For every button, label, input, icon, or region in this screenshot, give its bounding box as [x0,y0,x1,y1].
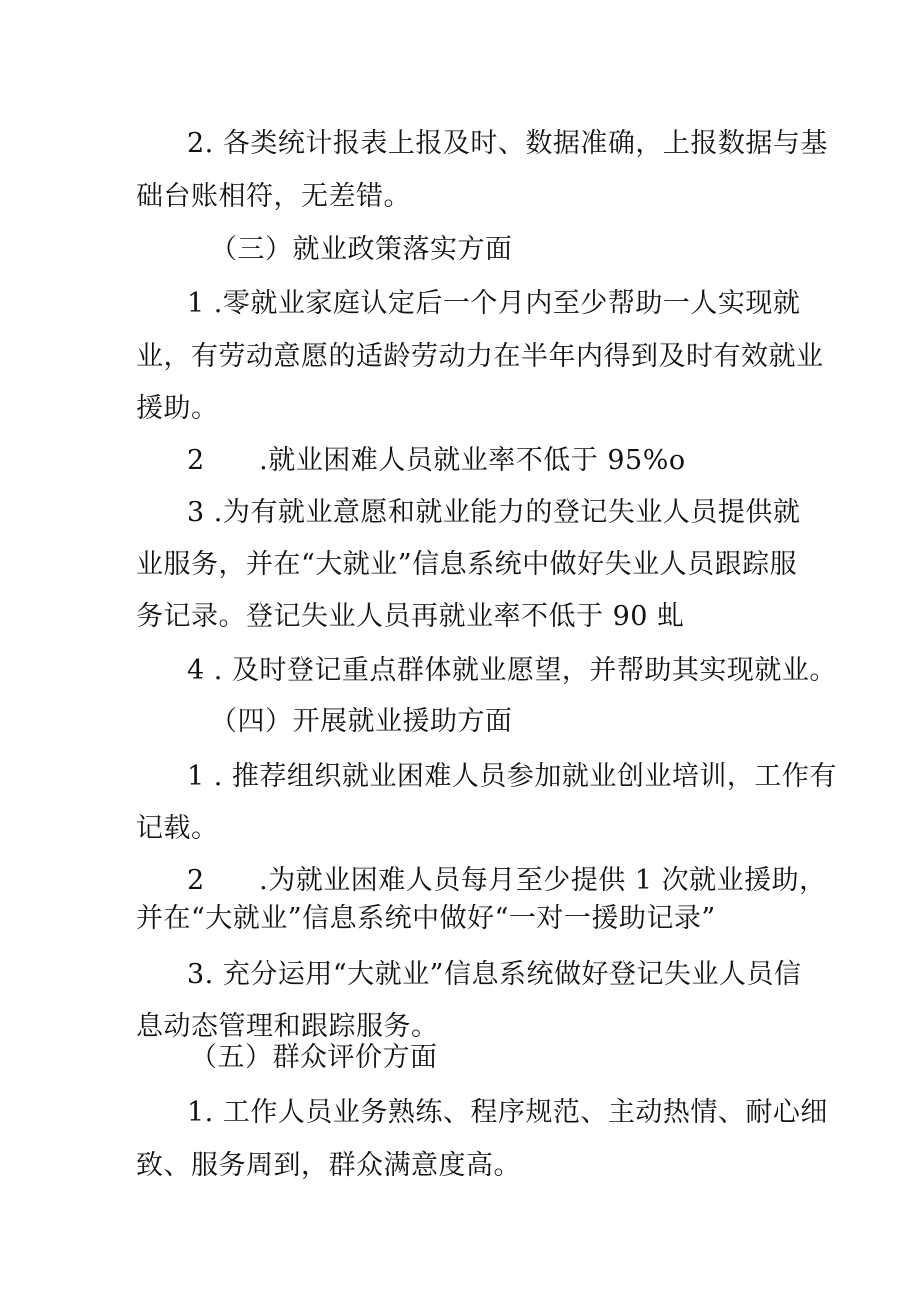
section-heading: （五）群众评价方面 [190,1042,438,1073]
text-line: 息动态管理和跟踪服务。 [136,1011,439,1042]
text-line: 3 .为有就业意愿和就业能力的登记失业人员提供就 [187,497,801,528]
text-line: 并在“大就业”信息系统中做好“一对一援助记录” [136,903,716,934]
text-line: 业服务，并在“大就业”信息系统中做好失业人员跟踪服 [136,549,798,580]
text-line: 2 .为就业困难人员每月至少提供 1 次就业援助， [187,865,827,896]
section-heading: （四）开展就业援助方面 [210,706,513,737]
text-line: 3. 充分运用“大就业”信息系统做好登记失业人员信 [187,959,802,990]
text-line: 础台账相符，无差错。 [136,181,411,212]
text-line: 2. 各类统计报表上报及时、数据准确，上报数据与基 [187,128,828,159]
text-line: 业，有劳动意愿的适龄劳动力在半年内得到及时有效就业 [136,341,824,372]
text-line: 1 .零就业家庭认定后一个月内至少帮助一人实现就 [187,288,801,319]
text-line: 1 . 推荐组织就业困难人员参加就业创业培训，工作有 [187,761,837,792]
text-line: 1. 工作人员业务熟练、程序规范、主动热情、耐心细 [187,1097,828,1128]
text-line: 4 . 及时登记重点群体就业愿望，并帮助其实现就业。 [187,655,837,686]
text-line: 援助。 [136,393,219,424]
text-line: 致、服务周到，群众满意度高。 [136,1150,521,1181]
text-line: 记载。 [136,813,219,844]
text-line: 务记录。登记失业人员再就业率不低于 90 虬 [136,601,685,632]
section-heading: （三）就业政策落实方面 [210,234,513,265]
text-line: 2 .就业困难人员就业率不低于 95%o [187,445,686,476]
